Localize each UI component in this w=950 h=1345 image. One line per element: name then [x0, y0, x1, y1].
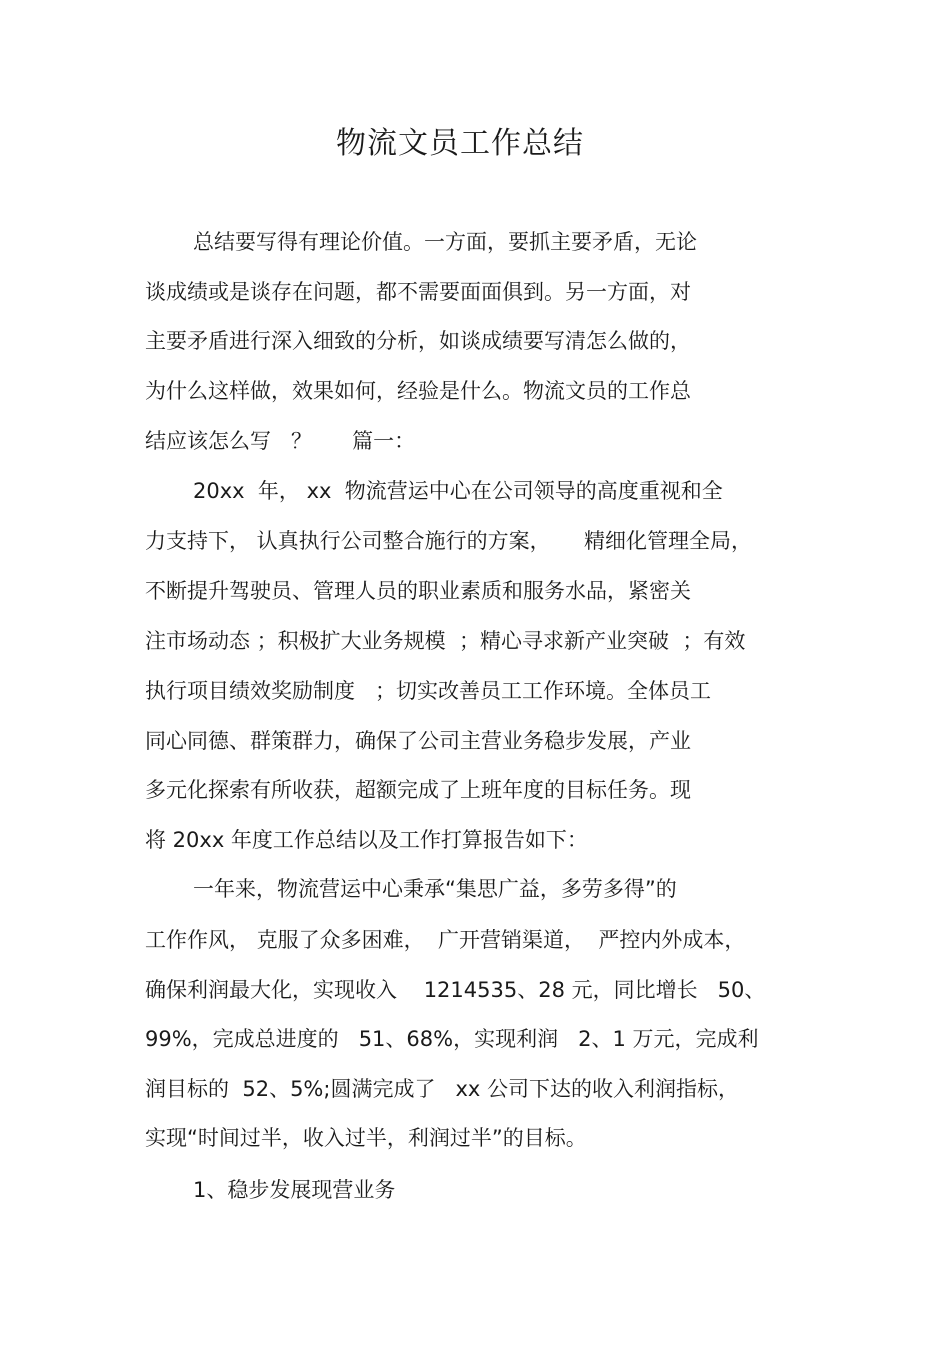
- paragraph-line: 一年来，物流营运中心秉承“集思广益，多劳多得”的: [193, 877, 677, 901]
- paragraph-line: 工作作风， 克服了众多困难， 广开营销渠道， 严控内外成本，: [145, 928, 746, 952]
- paragraph-line: 总结要写得有理论价值。一方面，要抓主要矛盾，无论: [193, 230, 697, 254]
- paragraph-line: 20xx 年， xx 物流营运中心在公司领导的高度重视和全: [193, 479, 723, 503]
- paragraph-line: 执行项目绩效奖励制度 ；切实改善员工工作环境。全体员工: [145, 679, 712, 703]
- paragraph-line: 将 20xx 年度工作总结以及工作打算报告如下：: [145, 828, 588, 852]
- document-title: 物流文员工作总结: [336, 126, 584, 161]
- paragraph-line: 力支持下， 认真执行公司整合施行的方案， 精细化管理全局，: [145, 529, 753, 553]
- section-heading: 1、稳步发展现营业务: [193, 1178, 396, 1202]
- paragraph-line: 润目标的 52、5%;圆满完成了 xx 公司下达的收入利润指标，: [145, 1077, 740, 1101]
- paragraph-line: 99%，完成总进度的 51、68%，实现利润 2、1 万元，完成利: [145, 1027, 759, 1051]
- paragraph-line: 实现“时间过半，收入过半，利润过半”的目标。: [145, 1126, 587, 1150]
- paragraph-line: 结应该怎么写 ？ 篇一：: [145, 429, 416, 453]
- paragraph-line: 确保利润最大化，实现收入 1214535、28 元，同比增长 50、: [145, 978, 766, 1002]
- paragraph-line: 为什么这样做，效果如何，经验是什么。物流文员的工作总: [145, 379, 691, 403]
- paragraph-line: 多元化探索有所收获，超额完成了上班年度的目标任务。现: [145, 778, 691, 802]
- paragraph-line: 不断提升驾驶员、管理人员的职业素质和服务水品，紧密关: [145, 579, 691, 603]
- paragraph-line: 主要矛盾进行深入细致的分析，如谈成绩要写清怎么做的，: [145, 329, 691, 353]
- paragraph-line: 同心同德、群策群力，确保了公司主营业务稳步发展，产业: [145, 729, 691, 753]
- paragraph-line: 注市场动态 ；积极扩大业务规模 ；精心寻求新产业突破 ；有效: [145, 629, 746, 653]
- paragraph-line: 谈成绩或是谈存在问题，都不需要面面俱到。另一方面，对: [145, 280, 691, 304]
